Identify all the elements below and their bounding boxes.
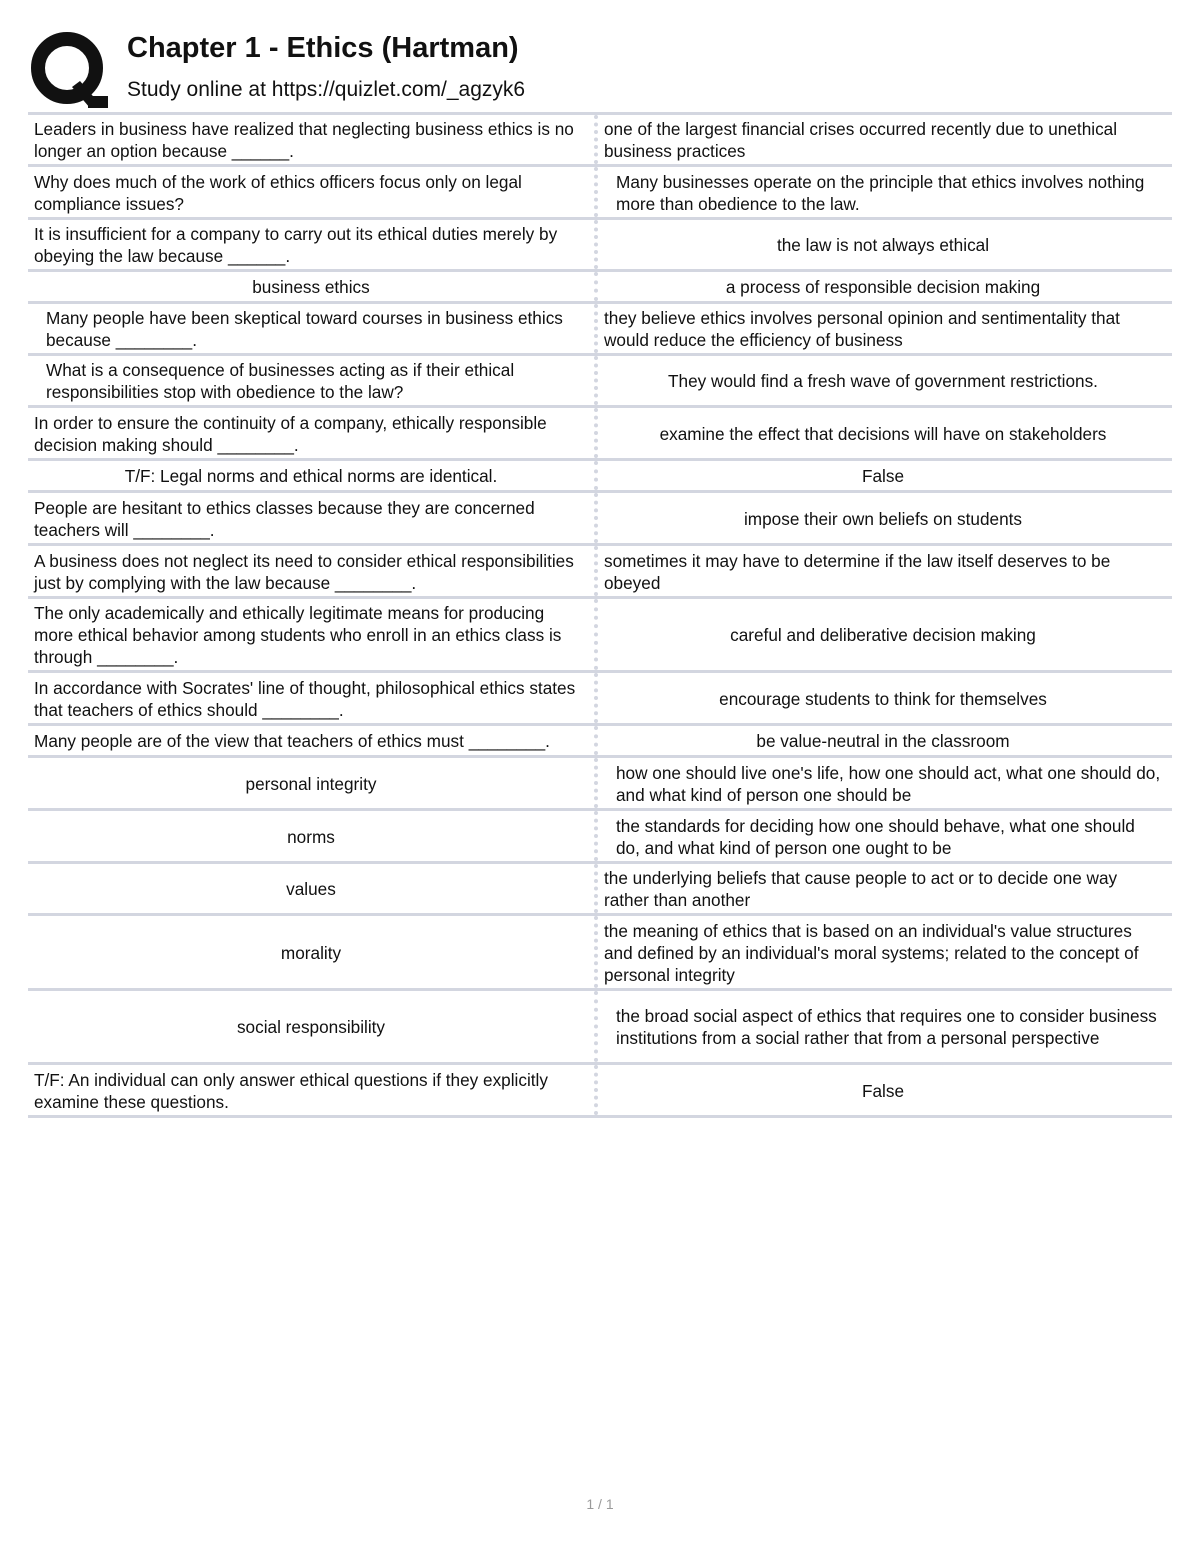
card-definition: a process of responsible decision making (725, 277, 1041, 297)
card-definition: be value-neutral in the classroom (756, 731, 1010, 751)
card-row (28, 599, 1172, 673)
card-row (28, 304, 1172, 356)
card-row (28, 916, 1172, 991)
card-definition: examine the effect that decisions will have on stakeholders (659, 423, 1107, 444)
card-row (28, 493, 1172, 546)
card-definition: encourage students to think for themselves (719, 688, 1047, 709)
card-term: Leaders in business have realized that neglecting business ethics is no longer an option because ______. (28, 115, 598, 164)
flashcard-table (28, 112, 1172, 1118)
card-definition: careful and deliberative decision making (730, 625, 1036, 645)
card-definition: They would find a fresh wave of government restrictions. (668, 371, 1098, 391)
card-row (28, 115, 1172, 167)
card-definition: the broad social aspect of ethics that requires one to consider business institutions from a social rather that from a personal perspective (616, 1006, 1157, 1048)
card-term: People are hesitant to ethics classes because they are concerned teachers will ________. (28, 493, 598, 543)
card-row (28, 272, 1172, 304)
page-title: Chapter 1 - Ethics (Hartman) (127, 32, 519, 64)
card-term: A business does not neglect its need to consider ethical responsibilities just by complying with the law because ________. (28, 546, 598, 596)
card-term: Why does much of the work of ethics officers focus only on legal compliance issues? (28, 167, 598, 217)
page-header (28, 28, 1172, 110)
card-term: business ethics (28, 272, 598, 301)
card-term: T/F: An individual can only answer ethical questions if they explicitly examine these questions. (28, 1065, 598, 1115)
card-row (28, 461, 1172, 493)
card-row (28, 167, 1172, 220)
card-row (28, 546, 1172, 599)
card-definition: impose their own beliefs on students (743, 508, 1023, 529)
card-definition: they believe ethics involves personal opinion and sentimentality that would reduce the efficiency of business (604, 308, 1120, 350)
card-row (28, 408, 1172, 461)
card-row (28, 758, 1172, 811)
card-row (28, 673, 1172, 726)
card-term: The only academically and ethically legitimate means for producing more ethical behavior among students who enroll in an ethics class is through ________. (28, 599, 598, 670)
quizlet-q-logo-icon (30, 32, 108, 108)
card-definition: False (861, 466, 905, 486)
card-term: morality (28, 916, 598, 988)
card-term: What is a consequence of businesses acting as if their ethical responsibilities stop with obedience to the law? (28, 356, 598, 405)
card-definition: how one should live one's life, how one should act, what one should do, and what kind of person one should be (616, 762, 1161, 805)
card-definition: sometimes it may have to determine if the law itself deserves to be obeyed (604, 550, 1111, 593)
card-term: values (28, 864, 598, 913)
study-online-link[interactable]: Study online at https://quizlet.com/_agzyk6 (127, 78, 526, 101)
card-row (28, 811, 1172, 864)
card-definition: the standards for deciding how one should behave, what one should do, and what kind of person one ought to be (616, 815, 1135, 858)
card-row (28, 1065, 1172, 1118)
card-row (28, 220, 1172, 272)
card-row (28, 726, 1172, 758)
card-definition: the law is not always ethical (776, 235, 990, 255)
card-term: norms (28, 811, 598, 861)
card-row (28, 864, 1172, 916)
card-definition: False (861, 1080, 905, 1101)
card-definition: one of the largest financial crises occurred recently due to unethical business practices (604, 119, 1118, 161)
page-indicator: 1 / 1 (586, 1496, 614, 1512)
card-term: Many people are of the view that teachers of ethics must ________. (28, 726, 598, 755)
card-term: In accordance with Socrates' line of thought, philosophical ethics states that teachers of ethics should ________. (28, 673, 598, 723)
card-definition: Many businesses operate on the principle that ethics involves nothing more than obedience to the law. (616, 171, 1145, 214)
card-row (28, 991, 1172, 1065)
card-term: T/F: Legal norms and ethical norms are identical. (28, 461, 598, 490)
card-definition: the meaning of ethics that is based on an individual's value structures and defined by an individual's moral systems; related to the concept of personal integrity (604, 920, 1139, 985)
card-row (28, 356, 1172, 408)
card-term: social responsibility (28, 991, 598, 1062)
card-term: It is insufficient for a company to carry out its ethical duties merely by obeying the law because ______. (28, 220, 598, 269)
card-term: personal integrity (28, 758, 598, 808)
card-definition: the underlying beliefs that cause people to act or to decide one way rather than another (604, 868, 1118, 910)
card-term: In order to ensure the continuity of a company, ethically responsible decision making should ________. (28, 408, 598, 458)
card-term: Many people have been skeptical toward courses in business ethics because ________. (28, 304, 598, 353)
